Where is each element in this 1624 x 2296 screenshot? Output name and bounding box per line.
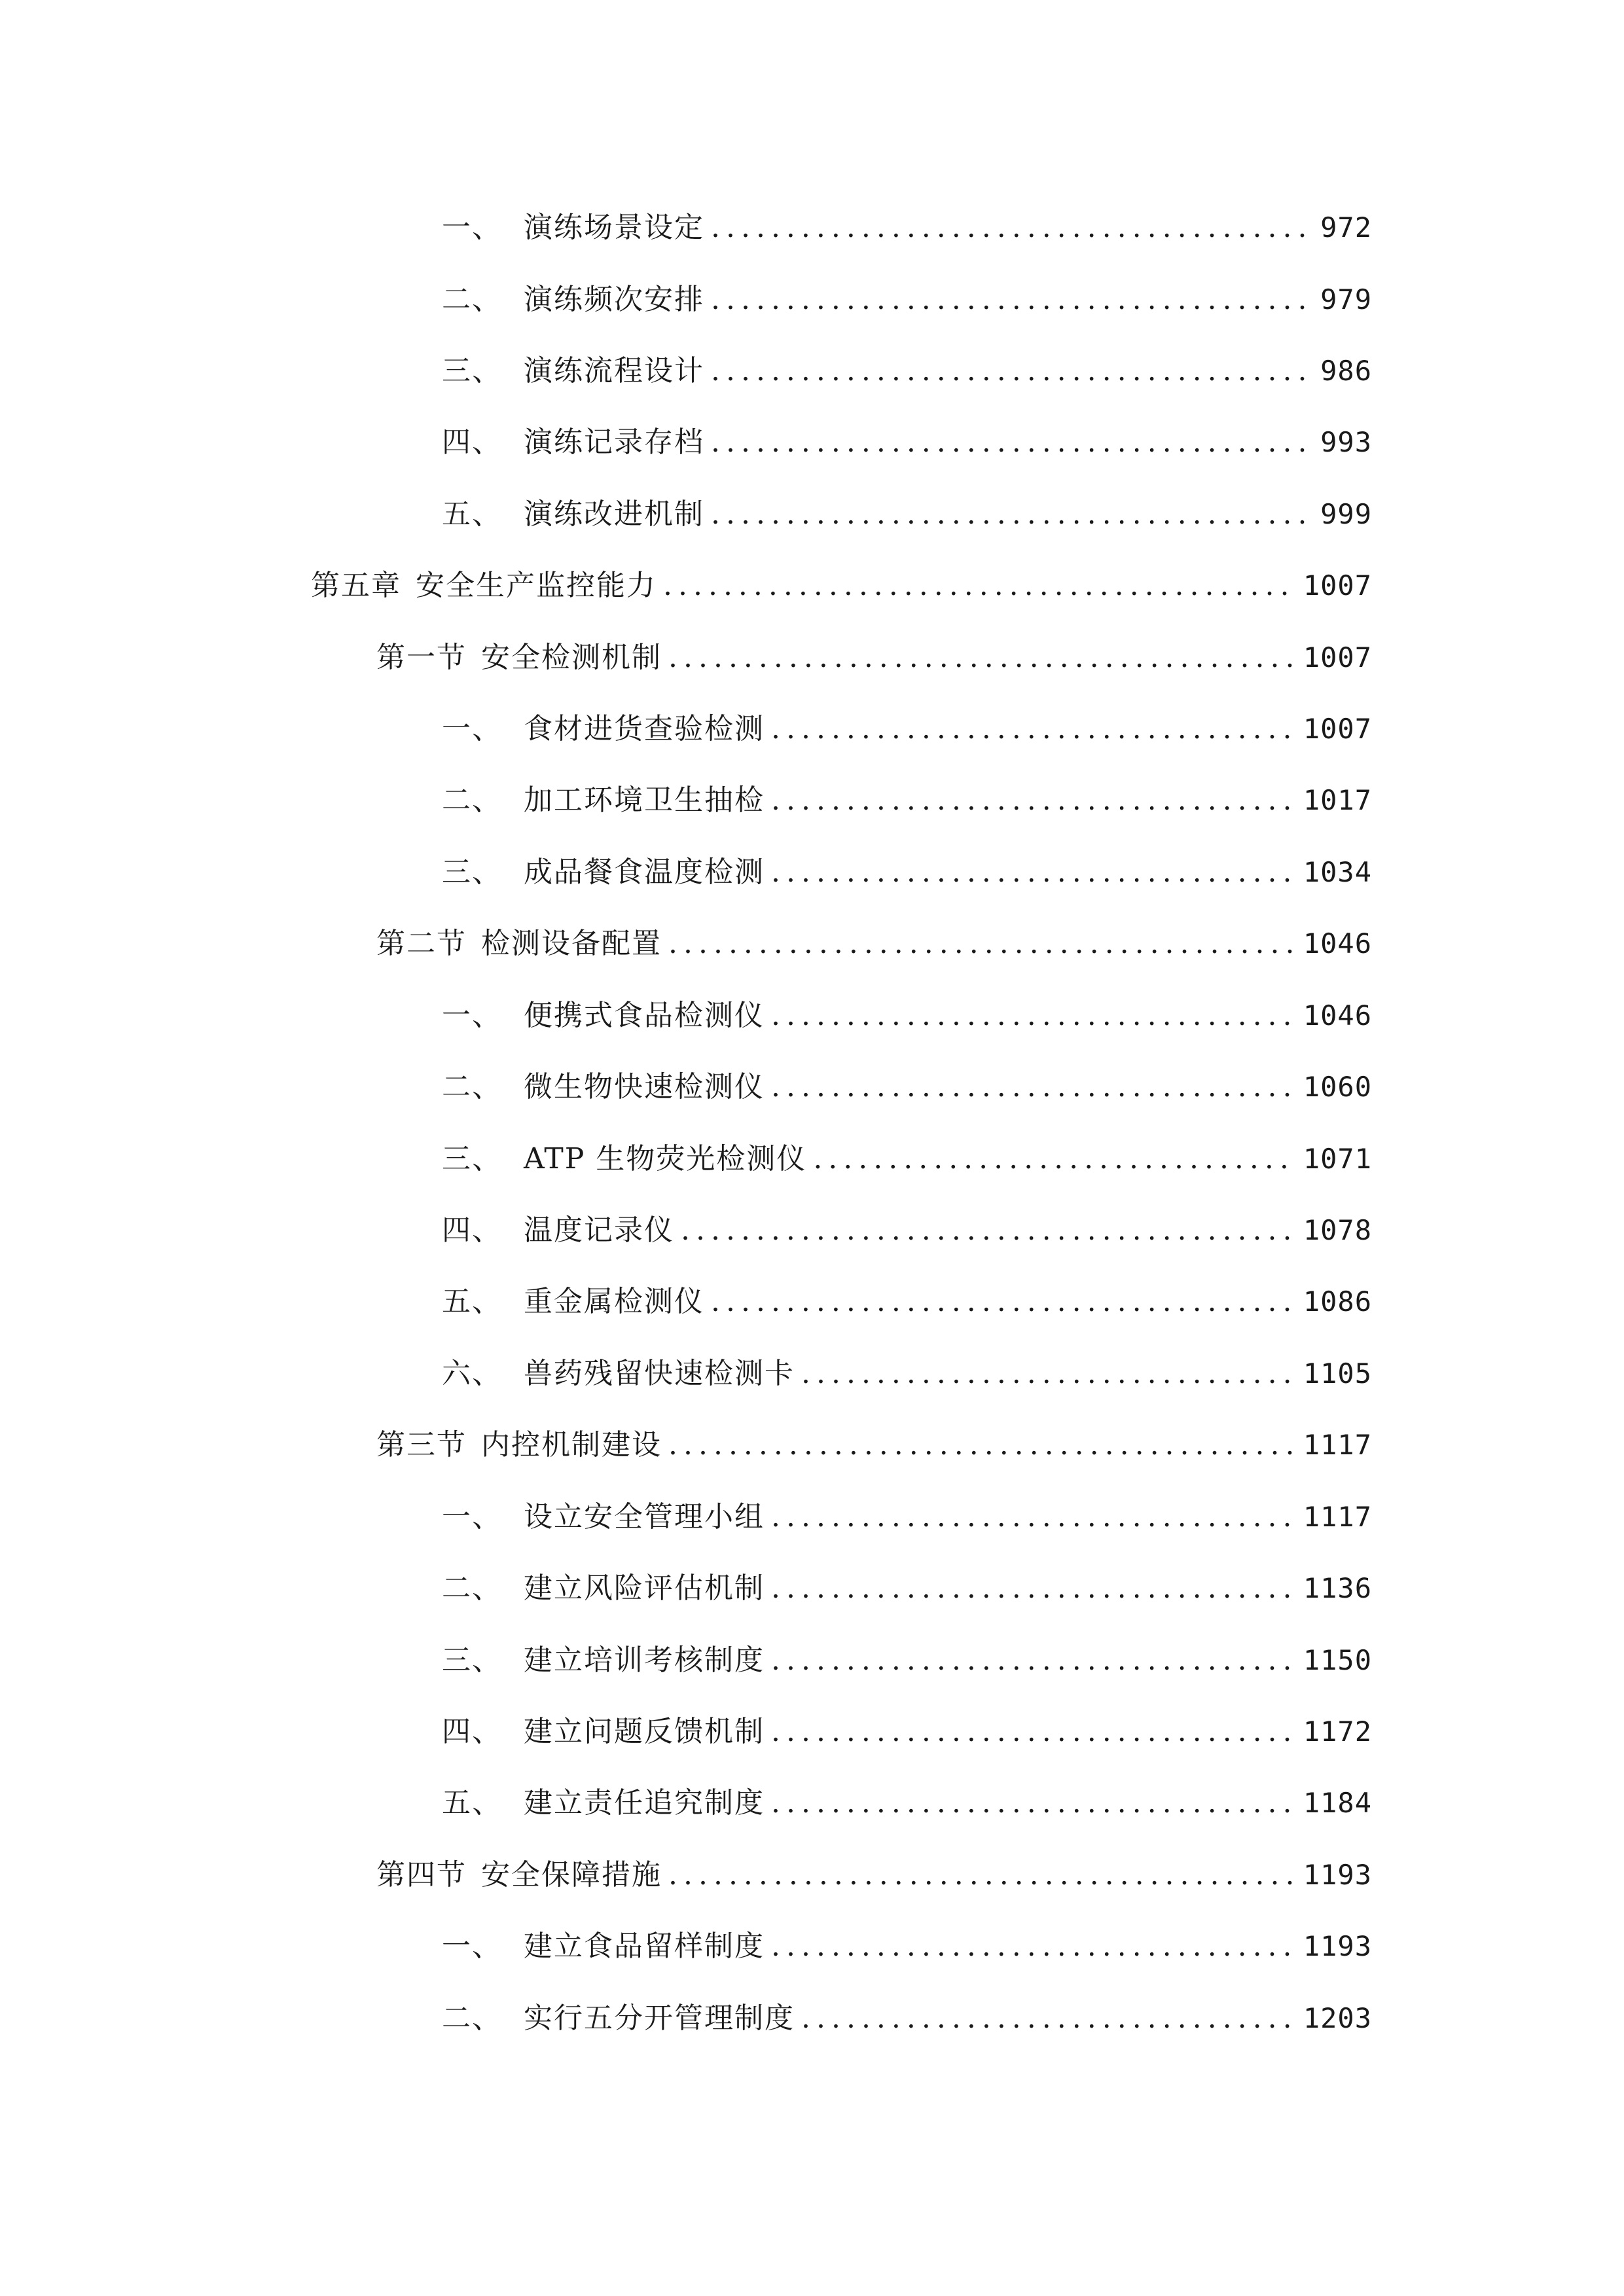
toc-entry-number: 一、 bbox=[442, 1929, 502, 1963]
toc-entry-number: 五、 bbox=[442, 1285, 502, 1318]
toc-entry-title: 加工环境卫生抽检 bbox=[524, 783, 765, 817]
toc-leader-dots bbox=[668, 635, 1294, 681]
toc-entry[interactable] bbox=[442, 1136, 1372, 1182]
toc-entry-section[interactable] bbox=[376, 1422, 1372, 1468]
toc-leader-dots bbox=[711, 277, 1311, 323]
toc-entry-number: 五、 bbox=[442, 1786, 502, 1820]
toc-leader-dots bbox=[771, 850, 1294, 895]
toc-entry[interactable] bbox=[442, 1638, 1372, 1683]
toc-leader-dots bbox=[813, 1136, 1294, 1182]
toc-entry-number: 第一节 bbox=[376, 641, 467, 674]
toc-entry-page: 1105 bbox=[1303, 1357, 1372, 1390]
toc-entry-page: 1203 bbox=[1303, 2002, 1372, 2034]
toc-entry[interactable] bbox=[442, 1351, 1372, 1397]
toc-leader-dots bbox=[771, 1709, 1294, 1755]
toc-leader-dots bbox=[668, 1852, 1294, 1898]
toc-leader-dots bbox=[771, 1638, 1294, 1683]
toc-entry-number: 第五章 bbox=[311, 569, 401, 602]
toc-entry[interactable] bbox=[442, 850, 1372, 895]
toc-leader-dots bbox=[771, 1064, 1294, 1110]
toc-entry-page: 1046 bbox=[1303, 999, 1372, 1031]
toc-entry-page: 1184 bbox=[1303, 1787, 1372, 1819]
toc-entry-page: 1034 bbox=[1303, 856, 1372, 888]
toc-leader-dots bbox=[663, 563, 1294, 609]
toc-entry[interactable] bbox=[442, 1566, 1372, 1611]
toc-entry[interactable] bbox=[442, 778, 1372, 823]
toc-leader-dots bbox=[771, 706, 1294, 752]
toc-entry-page: 1007 bbox=[1303, 569, 1372, 601]
toc-entry-number: 四、 bbox=[442, 1715, 502, 1748]
toc-entry[interactable] bbox=[442, 1780, 1372, 1826]
toc-entry-number: 三、 bbox=[442, 855, 502, 889]
toc-entry-title: 成品餐食温度检测 bbox=[524, 855, 765, 889]
toc-entry-page: 1136 bbox=[1303, 1572, 1372, 1604]
toc-entry[interactable] bbox=[442, 1996, 1372, 2041]
toc-entry-page: 1150 bbox=[1303, 1644, 1372, 1676]
toc-entry[interactable] bbox=[442, 420, 1372, 465]
toc-entry-title: 演练流程设计 bbox=[524, 354, 704, 387]
toc-entry[interactable] bbox=[442, 1709, 1372, 1755]
toc-entry[interactable] bbox=[442, 706, 1372, 752]
toc-entry-page: 1117 bbox=[1303, 1501, 1372, 1533]
toc-entry-title: 检测设备配置 bbox=[481, 927, 662, 960]
toc-entry-title: 演练记录存档 bbox=[524, 425, 704, 459]
toc-leader-dots bbox=[681, 1208, 1294, 1253]
toc-entry[interactable] bbox=[442, 205, 1372, 251]
toc-entry[interactable] bbox=[442, 993, 1372, 1039]
toc-entry-title: 实行五分开管理制度 bbox=[524, 2001, 795, 2035]
toc-entry-page: 1071 bbox=[1303, 1143, 1372, 1175]
toc-entry-title: 建立食品留样制度 bbox=[524, 1929, 765, 1963]
toc-entry-page: 1078 bbox=[1303, 1214, 1372, 1246]
toc-entry-page: 986 bbox=[1320, 355, 1372, 387]
toc-entry[interactable] bbox=[442, 1279, 1372, 1325]
toc-entry-number: 一、 bbox=[442, 712, 502, 745]
toc-leader-dots bbox=[771, 1924, 1294, 1969]
toc-entry[interactable] bbox=[442, 1064, 1372, 1110]
toc-entry-title: 微生物快速检测仪 bbox=[524, 1070, 765, 1103]
toc-entry-number: 六、 bbox=[442, 1357, 502, 1390]
toc-entry-number: 一、 bbox=[442, 211, 502, 244]
toc-entry-title: 重金属检测仪 bbox=[524, 1285, 704, 1318]
toc-entry-title: 安全保障措施 bbox=[481, 1858, 662, 1892]
toc-entry-title: 食材进货查验检测 bbox=[524, 712, 765, 745]
toc-leader-dots bbox=[801, 1996, 1294, 2041]
toc-entry-page: 1007 bbox=[1303, 641, 1372, 673]
toc-entry-title: 便携式食品检测仪 bbox=[524, 999, 765, 1032]
toc-entry[interactable] bbox=[442, 348, 1372, 394]
toc-leader-dots bbox=[711, 1279, 1294, 1325]
toc-entry-number: 一、 bbox=[442, 999, 502, 1032]
toc-leader-dots bbox=[711, 348, 1311, 394]
toc-entry-number: 二、 bbox=[442, 1571, 502, 1605]
toc-entry-page: 1060 bbox=[1303, 1071, 1372, 1103]
toc-entry-title: 内控机制建设 bbox=[481, 1428, 662, 1462]
toc-entry-title: 安全检测机制 bbox=[481, 641, 662, 674]
toc-entry-number: 第二节 bbox=[376, 927, 467, 960]
toc-entry-title: 温度记录仪 bbox=[524, 1213, 674, 1247]
toc-entry-page: 1193 bbox=[1303, 1930, 1372, 1962]
toc-entry-title: 设立安全管理小组 bbox=[524, 1500, 765, 1534]
toc-entry-title: 建立培训考核制度 bbox=[524, 1643, 765, 1677]
toc-entry-title: 安全生产监控能力 bbox=[416, 569, 657, 602]
toc-entry-title: 建立风险评估机制 bbox=[524, 1571, 765, 1605]
toc-entry[interactable] bbox=[442, 1924, 1372, 1969]
toc-entry-title: 演练场景设定 bbox=[524, 211, 704, 244]
toc-entry-number: 三、 bbox=[442, 1142, 502, 1175]
toc-leader-dots bbox=[771, 1780, 1294, 1826]
toc-entry-number: 四、 bbox=[442, 1213, 502, 1247]
toc-entry[interactable] bbox=[442, 277, 1372, 323]
toc-entry-number: 二、 bbox=[442, 1070, 502, 1103]
toc-entry-number: 二、 bbox=[442, 283, 502, 316]
toc-entry-number: 三、 bbox=[442, 1643, 502, 1677]
toc-entry-page: 1086 bbox=[1303, 1285, 1372, 1318]
toc-entry-number: 二、 bbox=[442, 783, 502, 817]
toc-entry-page: 1007 bbox=[1303, 713, 1372, 745]
toc-entry-chapter[interactable] bbox=[311, 563, 1372, 609]
toc-entry-page: 1017 bbox=[1303, 784, 1372, 816]
toc-entry-section[interactable] bbox=[376, 921, 1372, 967]
toc-entry-page: 1193 bbox=[1303, 1859, 1372, 1891]
toc-leader-dots bbox=[801, 1351, 1294, 1397]
toc-entry-number: 一、 bbox=[442, 1500, 502, 1534]
toc-leader-dots bbox=[711, 420, 1311, 465]
toc-entry-page: 999 bbox=[1320, 498, 1372, 530]
toc-entry-title: 演练改进机制 bbox=[524, 497, 704, 531]
toc-entry-title: 兽药残留快速检测卡 bbox=[524, 1357, 795, 1390]
toc-leader-dots bbox=[771, 778, 1294, 823]
toc-entry-page: 1046 bbox=[1303, 927, 1372, 960]
toc-entry-title: 演练频次安排 bbox=[524, 283, 704, 316]
toc-entry-title: ATP 生物荧光检测仪 bbox=[524, 1142, 807, 1175]
toc-entry-title: 建立责任追究制度 bbox=[524, 1786, 765, 1820]
toc-leader-dots bbox=[771, 1494, 1294, 1540]
toc-entry-number: 第三节 bbox=[376, 1428, 467, 1462]
toc-leader-dots bbox=[668, 921, 1294, 967]
toc-entry-page: 972 bbox=[1320, 211, 1372, 243]
toc-entry-section[interactable] bbox=[376, 1852, 1372, 1898]
toc-entry[interactable] bbox=[442, 1208, 1372, 1253]
toc-entry-number: 五、 bbox=[442, 497, 502, 531]
toc-entry-page: 1172 bbox=[1303, 1715, 1372, 1748]
toc-entry-number: 三、 bbox=[442, 354, 502, 387]
toc-leader-dots bbox=[771, 1566, 1294, 1611]
toc-entry-number: 四、 bbox=[442, 425, 502, 459]
toc-entry-section[interactable] bbox=[376, 635, 1372, 681]
toc-entry[interactable] bbox=[442, 1494, 1372, 1540]
toc-leader-dots bbox=[711, 205, 1311, 251]
toc-entry-title: 建立问题反馈机制 bbox=[524, 1715, 765, 1748]
toc-leader-dots bbox=[771, 993, 1294, 1039]
toc-entry-number: 第四节 bbox=[376, 1858, 467, 1892]
toc-entry-page: 993 bbox=[1320, 426, 1372, 458]
toc-leader-dots bbox=[668, 1422, 1294, 1468]
toc-entry-number: 二、 bbox=[442, 2001, 502, 2035]
toc-entry-page: 1117 bbox=[1303, 1429, 1372, 1461]
toc-entry[interactable] bbox=[442, 492, 1372, 537]
toc-leader-dots bbox=[711, 492, 1311, 537]
toc-entry-page: 979 bbox=[1320, 283, 1372, 315]
